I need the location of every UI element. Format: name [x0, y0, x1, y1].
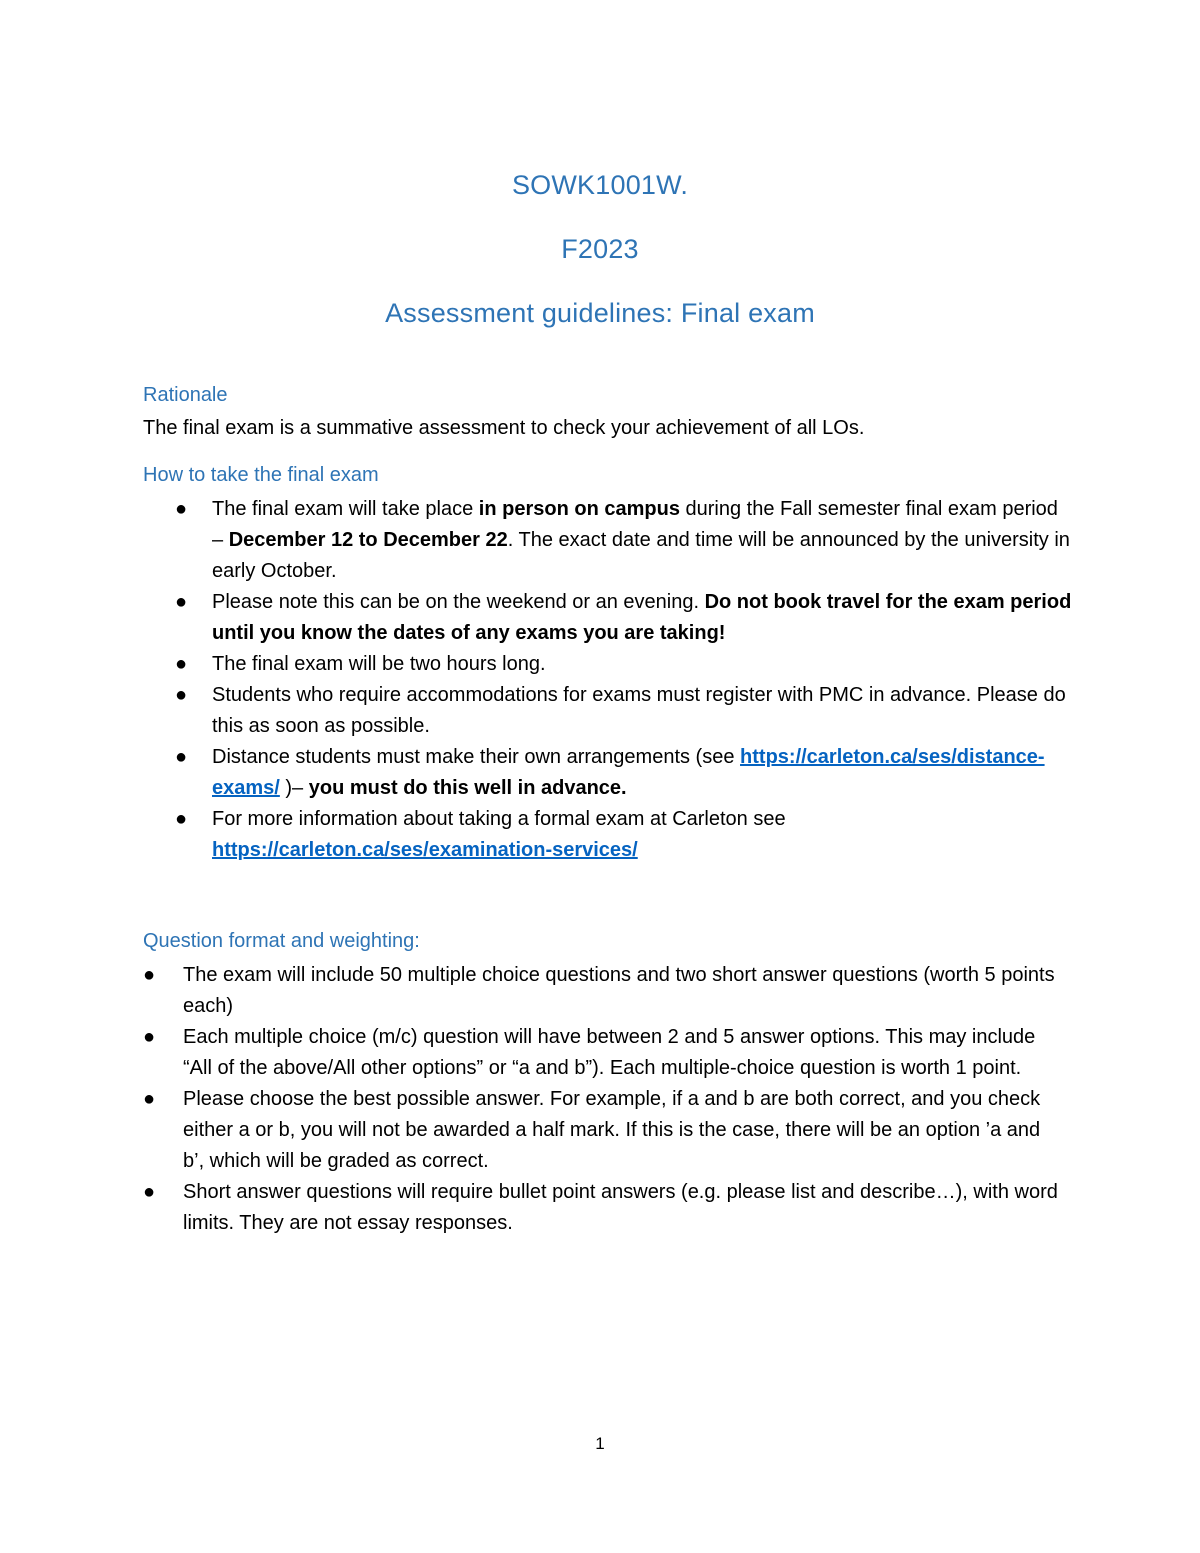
rationale-heading: Rationale: [143, 384, 228, 406]
how-to-list: [174, 494, 1072, 866]
list-item: ● The exam will include 50 multiple choice questions and two short answer questions (worth 5 points each): [183, 960, 1063, 1022]
list-item: ● Please note this can be on the weekend or an evening. Do not book travel for the exam period until you know the dates of any exams you are taking!: [212, 587, 1072, 649]
question-format-heading: Question format and weighting:: [143, 930, 420, 952]
list-item: ● Short answer questions will require bullet point answers (e.g. please list and describe…), with word limits. They are not essay responses.: [183, 1177, 1063, 1239]
how-to-heading: How to take the final exam: [143, 464, 379, 486]
bullet-icon: ●: [142, 1026, 156, 1048]
bullet-icon: ●: [174, 653, 188, 675]
list-item: ● Students who require accommodations for exams must register with PMC in advance. Please do this as soon as possible.: [212, 680, 1072, 742]
bullet-icon: ●: [174, 746, 188, 768]
distance-exams-link[interactable]: https://carleton.ca/ses/distance-exams/: [212, 746, 1045, 799]
course-code: SOWK1001W.: [511, 170, 689, 200]
rationale-text: The final exam is a summative assessment to check your achievement of all LOs.: [143, 417, 865, 439]
examination-services-link[interactable]: https://carleton.ca/ses/examination-services/: [212, 839, 638, 861]
list-item: ● Please choose the best possible answer. For example, if a and b are both correct, and you check either a or b, you will not be awarded a half mark. If this is the case, there will be an option ’a and b’, which will be graded as correct.: [183, 1084, 1063, 1177]
bullet-icon: ●: [142, 1181, 156, 1203]
list-item: ● Distance students must make their own arrangements (see https://carleton.ca/ses/distance-exams/ )– you must do this well in advance.: [212, 742, 1072, 804]
page-number: 1: [595, 1434, 605, 1453]
bullet-icon: ●: [142, 1088, 156, 1110]
bullet-icon: ●: [174, 498, 188, 520]
list-item: ● Each multiple choice (m/c) question will have between 2 and 5 answer options. This may include “All of the above/All other options” or “a and b”). Each multiple-choice question is worth 1 point.: [183, 1022, 1063, 1084]
term: F2023: [561, 234, 639, 264]
bullet-icon: ●: [174, 684, 188, 706]
list-item: ● For more information about taking a formal exam at Carleton see https://carleton.ca/ses/examination-services/: [212, 804, 1072, 866]
question-format-list: [142, 960, 1063, 1239]
list-item: ● The final exam will be two hours long.: [212, 649, 1072, 680]
bullet-icon: ●: [174, 808, 188, 830]
bullet-icon: ●: [142, 964, 156, 986]
list-item: ● The final exam will take place in person on campus during the Fall semester final exam period – December 12 to December 22. The exact date and time will be announced by the university in early October.: [212, 494, 1072, 587]
bullet-icon: ●: [174, 591, 188, 613]
document-title: Assessment guidelines: Final exam: [385, 298, 815, 328]
